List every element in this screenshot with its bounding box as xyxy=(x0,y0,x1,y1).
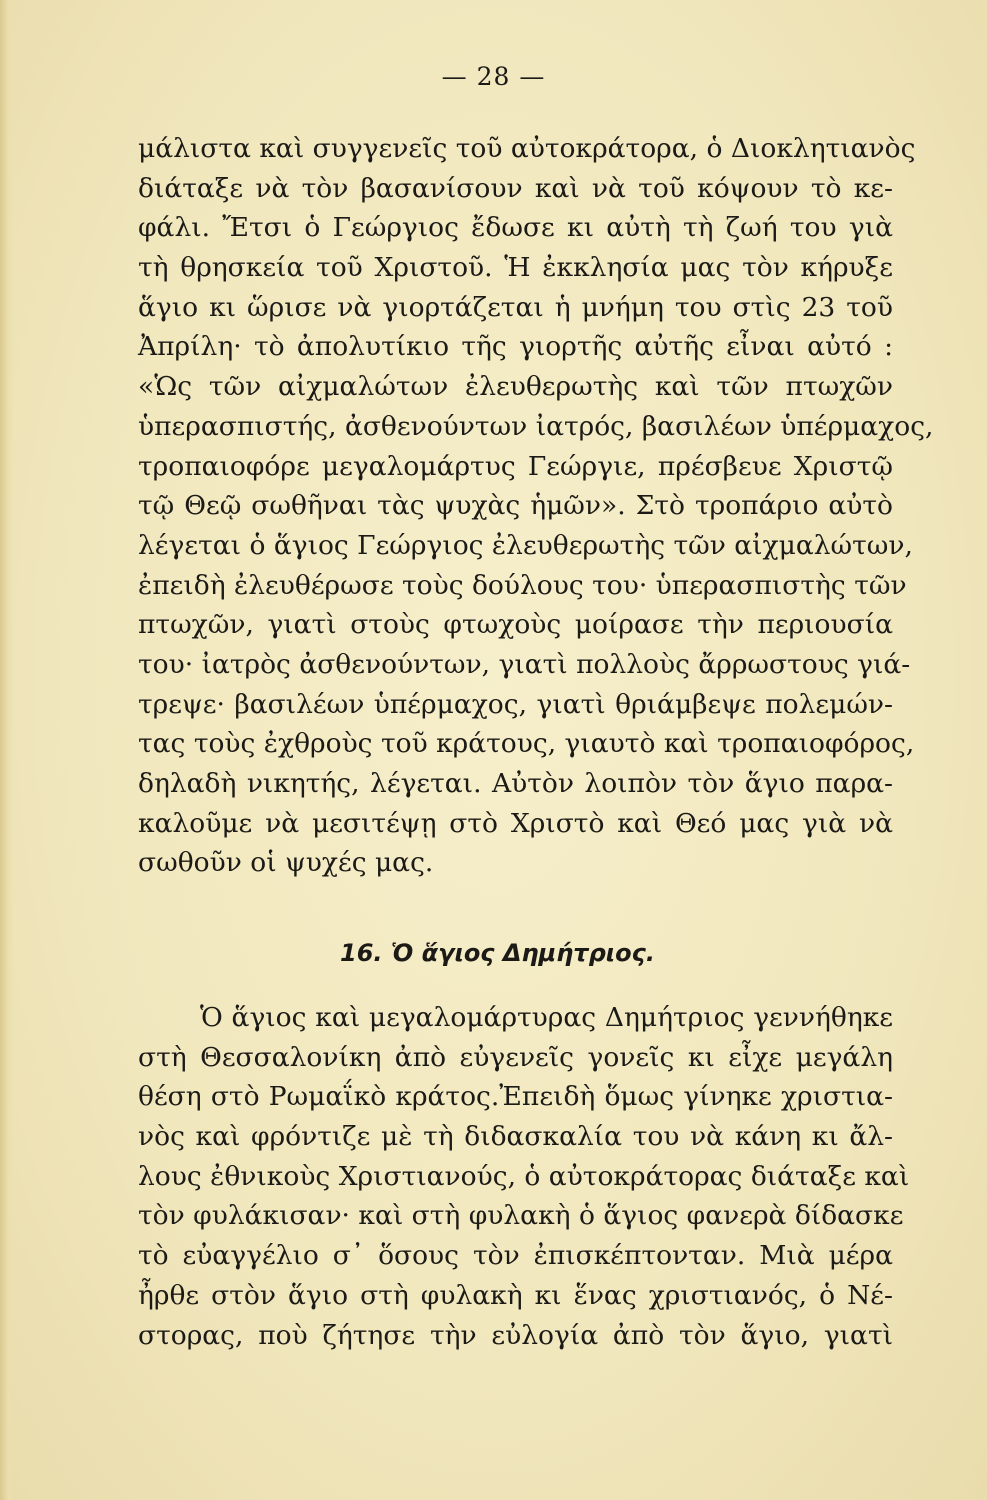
text-line: λους ἐθνικοὺς Χριστιανούς, ὁ αὐτοκράτορας διάταξε καὶ xyxy=(138,1160,910,1192)
text-line: μάλιστα καὶ συγγενεῖς τοῦ αὐτοκράτορα, ὁ Διοκλητιανὸς xyxy=(138,133,916,164)
text-line: τας τοὺς ἐχθροὺς τοῦ κράτους, γιαυτὸ καὶ τροπαιοφόρος, xyxy=(138,728,915,760)
text-line: τροπαιοφόρε μεγαλομάρτυς Γεώργιε, πρέσβευε Χριστῷ xyxy=(138,450,893,482)
page-left-edge xyxy=(0,0,14,1500)
text-line: ἅγιο κι ὥρισε νὰ γιορτάζεται ἡ μνήμη του στὶς 23 τοῦ xyxy=(138,291,893,323)
text-line: θέση στὸ Ρωμαΐκὸ κράτος.Ἐπειδὴ ὅμως γίνηκε χριστια- xyxy=(138,1081,893,1113)
text-line: καλοῦμε νὰ μεσιτέψῃ στὸ Χριστὸ καὶ Θεό μας γιὰ νὰ xyxy=(138,807,893,839)
text-line: σωθοῦν οἱ ψυχές μας. xyxy=(138,847,434,879)
text-line: «Ὡς τῶν αἰχμαλώτων ἐλευθερωτὴς καὶ τῶν πτωχῶν xyxy=(138,371,893,403)
text-line: τὸ εὐαγγέλιο σ᾽ ὅσους τὸν ἐπισκέπτονταν. Μιὰ μέρα xyxy=(138,1240,893,1272)
text-line: διάταξε νὰ τὸν βασανίσουν καὶ νὰ τοῦ κόψουν τὸ κε- xyxy=(138,172,893,204)
text-line: δηλαδὴ νικητής, λέγεται. Αὐτὸν λοιπὸν τὸν ἅγιο παρα- xyxy=(138,768,893,799)
text-line: ὑπερασπιστής, ἀσθενούντων ἰατρός, βασιλέων ὑπέρμαχος, xyxy=(138,410,934,442)
paragraph-saint-demetrius xyxy=(138,998,910,1355)
paragraph-saint-george xyxy=(138,129,934,883)
text-line: στὴ Θεσσαλονίκη ἀπὸ εὐγενεῖς γονεῖς κι εἶχε μεγάλη xyxy=(138,1041,893,1073)
text-line: πτωχῶν, γιατὶ στοὺς φτωχοὺς μοίρασε τὴν περιουσία xyxy=(138,609,893,641)
text-line: νὸς καὶ φρόντιζε μὲ τὴ διδασκαλία του νὰ κάνη κι ἄλ- xyxy=(138,1121,893,1153)
text-line: ἐπειδὴ ἐλευθέρωσε τοὺς δούλους του· ὑπερασπιστὴς τῶν xyxy=(138,569,907,601)
text-line: τὸν φυλάκισαν· καὶ στὴ φυλακὴ ὁ ἅγιος φανερὰ δίδασκε xyxy=(138,1200,904,1232)
page-number: — 28 — xyxy=(441,62,546,91)
text-line: τῷ Θεῷ σωθῆναι τὰς ψυχὰς ἡμῶν». Στὸ τροπάριο αὐτὸ xyxy=(138,490,893,522)
text-line: τὴ θρησκεία τοῦ Χριστοῦ. Ἡ ἐκκλησία μας τὸν κήρυξε xyxy=(138,252,893,284)
text-line: του· ἰατρὸς ἀσθενούντων, γιατὶ πολλοὺς ἄρρωστους γιά- xyxy=(138,648,911,680)
section-number: 16. xyxy=(340,939,383,967)
text-line: λέγεται ὁ ἅγιος Γεώργιος ἐλευθερωτὴς τῶν αἰχμαλώτων, xyxy=(138,529,913,561)
section-heading xyxy=(340,936,655,970)
text-line: τρεψε· βασιλέων ὑπέρμαχος, γιατὶ θριάμβεψε πολεμών- xyxy=(138,688,893,720)
section-title: Ὁ ἅγιος Δημήτριος. xyxy=(390,939,655,967)
text-line: φάλι. Ἔτσι ὁ Γεώργιος ἔδωσε κι αὐτὴ τὴ ζωή του γιὰ xyxy=(138,212,893,244)
text-line: Ἀπρίλη· τὸ ἀπολυτίκιο τῆς γιορτῆς αὐτῆς εἶναι αὐτό : xyxy=(138,331,893,363)
text-line: ἦρθε στὸν ἅγιο στὴ φυλακὴ κι ἕνας χριστιανός, ὁ Νέ- xyxy=(138,1279,893,1311)
text-line: στορας, ποὺ ζήτησε τὴν εὐλογία ἀπὸ τὸν ἅγιο, γιατὶ xyxy=(138,1319,893,1351)
text-line: Ὁ ἅγιος καὶ μεγαλομάρτυρας Δημήτριος γεννήθηκε xyxy=(200,1002,893,1033)
